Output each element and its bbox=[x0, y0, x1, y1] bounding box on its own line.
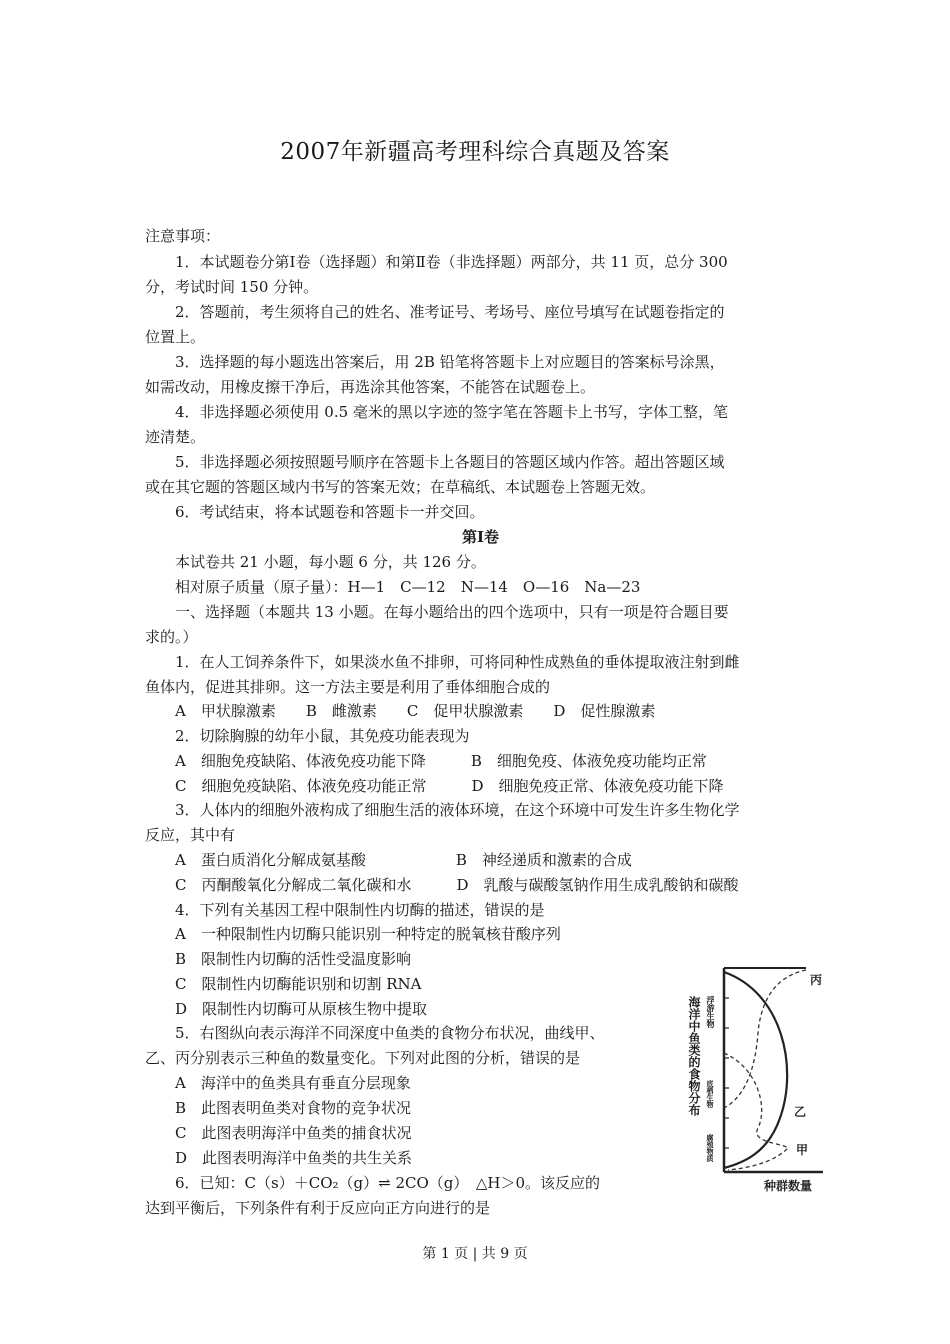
text-line: A 细胞免疫缺陷、体液免疫功能下降 B 细胞免疫、体液免疫功能均正常 bbox=[175, 752, 707, 770]
layer-label-bottom: 腐殖物质 bbox=[706, 1134, 714, 1162]
text-line: 分，考试时间 150 分钟。 bbox=[145, 278, 319, 296]
text-line: 1．本试题卷分第Ⅰ卷（选择题）和第Ⅱ卷（非选择题）两部分，共 11 页，总分 300 bbox=[175, 253, 728, 271]
depth-distribution-figure bbox=[688, 958, 828, 1198]
text-line: 达到平衡后，下列条件有利于反应向正方向进行的是 bbox=[145, 1199, 491, 1217]
figure-vertical-title: 海洋中鱼类的食物分布 bbox=[687, 996, 701, 1116]
text-line: 3．人体内的细胞外液构成了细胞生活的液体环境，在这个环境中可发生许多生物化学 bbox=[175, 801, 740, 819]
text-line: B 限制性内切酶的活性受温度影响 bbox=[175, 950, 412, 968]
curve-label-bing: 丙 bbox=[810, 973, 823, 987]
text-line: 或在其它题的答题区域内书写的答案无效；在草稿纸、本试题卷上答题无效。 bbox=[145, 478, 656, 496]
text-line: D 限制性内切酶可从原核生物中提取 bbox=[175, 1000, 428, 1018]
text-line: 鱼体内，促进其排卵。这一方法主要是利用了垂体细胞合成的 bbox=[145, 678, 551, 696]
section-heading: 第Ⅰ卷 bbox=[462, 528, 500, 546]
text-line: C 此图表明海洋中鱼类的捕食状况 bbox=[175, 1124, 412, 1142]
text-line: C 限制性内切酶能识别和切割 RNA bbox=[175, 975, 422, 993]
text-line: 2．切除胸腺的幼年小鼠，其免疫功能表现为 bbox=[175, 727, 470, 745]
text-line: 5．右图纵向表示海洋不同深度中鱼类的食物分布状况，曲线甲、 bbox=[175, 1024, 605, 1042]
text-line: 相对原子质量（原子量）：H—1 C—12 N—14 O—16 Na—23 bbox=[175, 578, 641, 596]
text-line: 4．非选择题必须使用 0.5 毫米的黑以字迹的签字笔在答题卡上书写，字体工整，笔 bbox=[175, 403, 728, 421]
figure-plot bbox=[688, 958, 828, 1198]
text-line: 乙、丙分别表示三种鱼的数量变化。下列对此图的分析，错误的是 bbox=[145, 1049, 581, 1067]
text-line: 迹清楚。 bbox=[145, 428, 206, 446]
text-line: A 蛋白质消化分解成氨基酸 B 神经递质和激素的合成 bbox=[175, 851, 632, 869]
text-line: 注意事项： bbox=[145, 227, 221, 245]
text-line: 5．非选择题必须按照题号顺序在答题卡上各题目的答题区域内作答。超出答题区域 bbox=[175, 453, 725, 471]
x-axis-label: 种群数量 bbox=[764, 1179, 813, 1193]
curve-yi bbox=[724, 972, 787, 1168]
text-line: 求的。） bbox=[145, 628, 198, 646]
curve-label-jia: 甲 bbox=[796, 1143, 809, 1157]
text-line: C 细胞免疫缺陷、体液免疫功能正常 D 细胞免疫正常、体液免疫功能下降 bbox=[175, 777, 724, 795]
text-line: A 甲状腺激素 B 雌激素 C 促甲状腺激素 D 促性腺激素 bbox=[175, 702, 656, 720]
layer-label-top: 浮游生物 bbox=[706, 996, 715, 1028]
text-line: B 此图表明鱼类对食物的竞争状况 bbox=[175, 1099, 412, 1117]
text-line: C 丙酮酸氧化分解成二氧化碳和水 D 乳酸与碳酸氢钠作用生成乳酸钠和碳酸 bbox=[175, 876, 739, 894]
text-line: 1．在人工饲养条件下，如果淡水鱼不排卵，可将同种性成熟鱼的垂体提取液注射到雌 bbox=[175, 653, 740, 671]
text-line: 4．下列有关基因工程中限制性内切酶的描述，错误的是 bbox=[175, 901, 545, 919]
text-line: 本试卷共 21 小题，每小题 6 分，共 126 分。 bbox=[175, 553, 486, 571]
text-line: A 海洋中的鱼类具有垂直分层现象 bbox=[175, 1074, 411, 1092]
page-footer: 第 1 页 | 共 9 页 bbox=[422, 1246, 528, 1262]
text-line: 6．考试结束，将本试题卷和答题卡一并交回。 bbox=[175, 503, 485, 521]
text-line: 位置上。 bbox=[145, 328, 206, 346]
curve-label-yi: 乙 bbox=[794, 1105, 807, 1119]
text-line: 反应，其中有 bbox=[145, 826, 236, 844]
layer-label-mid: 底栖生物 bbox=[706, 1080, 714, 1108]
text-line: 2．答题前，考生须将自己的姓名、准考证号、考场号、座位号填写在试题卷指定的 bbox=[175, 303, 725, 321]
text-line: D 此图表明海洋中鱼类的共生关系 bbox=[175, 1149, 413, 1167]
text-line: 3．选择题的每小题选出答案后，用 2B 铅笔将答题卡上对应题目的答案标号涂黑， bbox=[175, 353, 725, 371]
text-line: 如需改动，用橡皮擦干净后，再选涂其他答案，不能答在试题卷上。 bbox=[145, 378, 596, 396]
text-line: 一、选择题（本题共 13 小题。在每小题给出的四个选项中，只有一项是符合题目要 bbox=[175, 603, 729, 621]
curve-bing bbox=[724, 970, 806, 1108]
text-line: 6．已知：C（s）＋CO₂（g）⇌ 2CO（g） △H＞0。该反应的 bbox=[175, 1174, 601, 1192]
page-title: 2007年新疆高考理科综合真题及答案 bbox=[280, 139, 670, 165]
text-line: A 一种限制性内切酶只能识别一种特定的脱氧核苷酸序列 bbox=[175, 925, 561, 943]
